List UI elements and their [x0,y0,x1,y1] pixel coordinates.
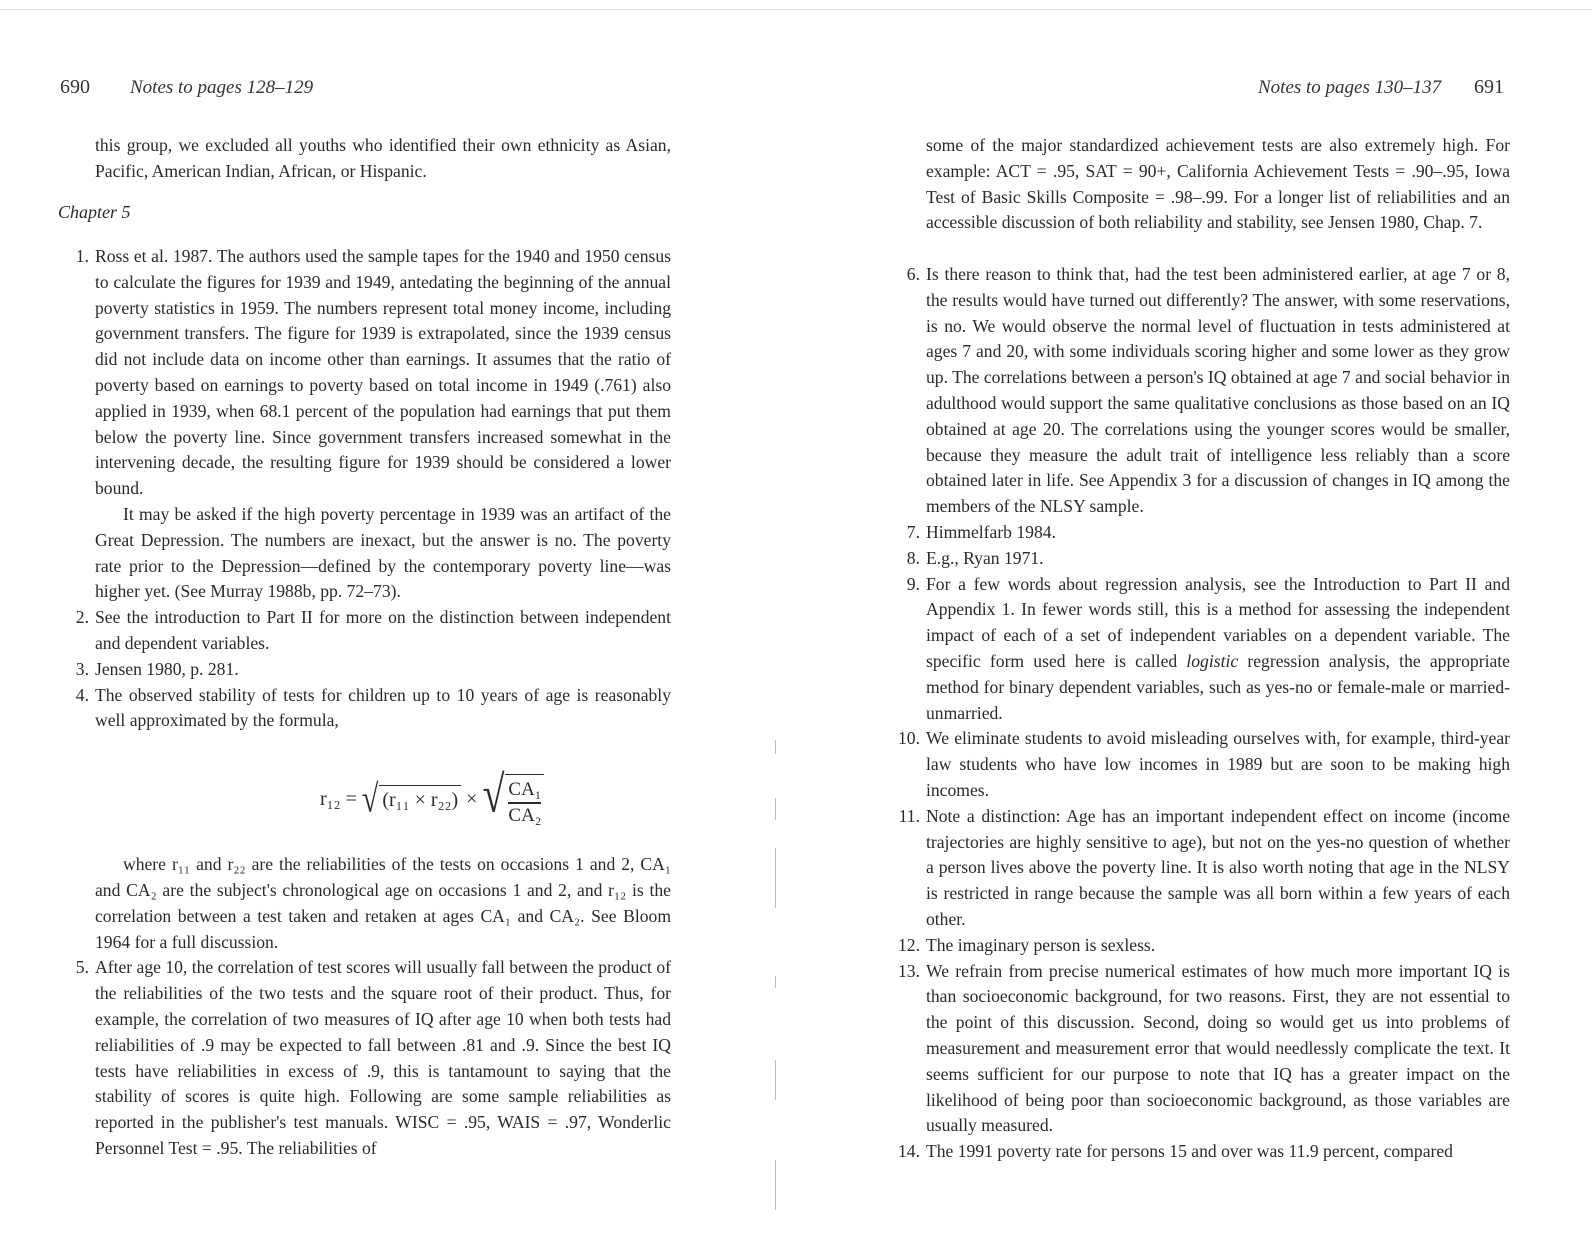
note-number: 13. [898,960,920,981]
note-text: regression analysis, the appropriate method for binary dependent variables, such as yes-no or female-male or married-unmarried. [926,650,1510,723]
note-number: 10. [898,728,920,749]
right-page [800,0,1592,1234]
chapter-title: Chapter 5 [58,202,131,222]
note-number: 1. [75,246,89,266]
note-number: 9. [906,573,920,594]
radicand: (r₁₁ × r₂₂) [379,785,461,815]
italic-term: logistic [1186,650,1239,671]
note-paragraph: The 1991 poverty rate for persons 15 and over was 11.9 percent, compared [926,1141,1453,1162]
note-item [63,657,671,683]
formula-equals: = [345,788,357,811]
note-item [894,546,1510,572]
notes-list [63,244,671,1162]
note-paragraph [926,572,1510,727]
note-number: 5. [75,957,89,978]
note-item [894,262,1510,520]
note-paragraph: Ross et al. 1987. The authors used the sample tapes for the 1940 and 1950 census to calculate the figures for 1939 and 1949, antedating the beginning of the annual poverty statistics in 1959. The numbers represent total money income, including government transfers. The figure for 1939 is extrapolated, since the 1939 census did not include data on income other than earnings. It assumes that the ratio of poverty based on earnings to poverty based on total income in 1949 (.761) also applied in 1939, when 68.1 percent of the population had earnings that put them below the poverty line. Since government transfers increased somewhat in the intervening decade, the resulting figure for 1939 should be considered a lower bound. [95,246,671,499]
radical-sign: √ [482,764,505,824]
note-paragraph: It may be asked if the high poverty percentage in 1939 was an artifact of the Great Depression. The numbers are inexact, but the answer is no. The poverty rate prior to the Depression—defined by the contemporary poverty line—was higher yet. (See Murray 1988b, pp. 72–73). [95,503,671,602]
note-number: 7. [906,521,920,542]
page-number: 691 [1474,76,1504,98]
stability-formula [320,764,544,827]
note-item [894,804,1510,933]
radicand [505,774,544,827]
note-paragraph: The imaginary person is sexless. [926,934,1156,955]
note-number: 11. [898,805,920,826]
note-item [63,244,671,605]
continuation-paragraph: some of the major standardized achievement tests are also extremely high. For example: ACT = .95, SAT = 90+, California Achievement Tests = .90–.95, Iowa Test of Basic Skills Composite = .98–.99. For a longer list of reliabilities and an accessible discussion of both reliability and stability, see Jensen 1980, Chap. 7. [926,135,1510,233]
note-paragraph: See the introduction to Part II for more on the distinction between independent and dependent variables. [95,607,671,653]
note-number: 8. [906,547,920,568]
fraction [508,779,541,827]
note-paragraph: Himmelfarb 1984. [926,521,1056,542]
note-item [63,605,671,657]
note-number: 12. [898,934,920,955]
note-number: 2. [75,607,89,628]
page-number: 690 [60,76,90,98]
note-paragraph: We eliminate students to avoid misleading ourselves with, for example, third-year law students who have low incomes in 1989 but are soon to be making high incomes. [926,728,1510,800]
note-paragraph: After age 10, the correlation of test scores will usually fall between the product of the reliabilities of the two tests and the square root of their product. Thus, for example, the correlation of two measures of IQ after age 10 when both tests had reliabilities of .9 may be expected to fall between .81 and .9. Since the best IQ tests have reliabilities in excess of .9, this is tantamount to saying that the stability of scores is quite high. Following are some sample reliabilities as reported in the publisher's test manuals. WISC = .95, WAIS = .97, Wonderlic Personnel Test = .95. The reliabilities of [95,957,671,1158]
notes-list [894,262,1510,1165]
note-item [894,572,1510,727]
note-paragraph: The observed stability of tests for children up to 10 years of age is reasonably well approximated by the formula, [95,684,671,731]
running-head: Notes to pages 128–129 [130,77,314,98]
note-item [894,959,1510,1140]
note-paragraph: Jensen 1980, p. 281. [95,658,239,679]
note-number: 3. [75,658,89,679]
formula-lhs: r₁₂ [320,788,341,811]
square-root [361,778,461,822]
running-head: Notes to pages 130–137 [1258,77,1442,98]
note-item [894,726,1510,803]
note-text: For a few words about regression analysis, see the Introduction to Part II and Appendix 1. In fewer words still, this is a method for assessing the independent impact of each of a set of independent variables on a dependent variable. The specific form used here is called [926,573,1510,671]
formula-times: × [466,788,478,811]
fraction-bar [508,802,541,804]
square-root [482,764,544,827]
note-paragraph: We refrain from precise numerical estimates of how much more important IQ is than socioeconomic background, for two reasons. First, they are not essential to the point of this discussion. Second, doing so would get us into problems of measurement and measurement error that would needlessly complicate the text. It seems sufficient for our purpose to note that IQ has a greater impact on the likelihood of being poor than socioeconomic background, as those variables are usually measured. [926,960,1510,1136]
formula-block [95,734,671,852]
radical-sign: √ [361,778,379,822]
note-number: 14. [898,1141,920,1162]
note-item [894,1139,1510,1165]
note-item [63,955,671,1161]
note-number: 4. [75,684,89,705]
note-paragraph: Is there reason to think that, had the test been administered earlier, at age 7 or 8, the results would have turned out differently? The answer, with some reservations, is no. We would observe the normal level of fluctuation in tests administered at ages 7 and 20, with some individuals scoring higher and some lower as they grow up. The correlations between a person's IQ obtained at age 7 and social behavior in adulthood would support the same qualitative conclusions as those based on an IQ obtained at age 20. The correlations using the younger scores would be smaller, because they measure the adult trait of intelligence less reliably than a score obtained later in life. See Appendix 3 for a discussion of changes in IQ among the members of the NLSY sample. [926,264,1510,517]
fraction-denominator: CA₂ [508,804,542,826]
note-item [63,683,671,956]
note-paragraph: Note a distinction: Age has an important independent effect on income (income trajectories are highly sensitive to age), but not on the yes-no question of whether a person lives above the poverty line. It is also worth noting that age in the NLSY is restricted in range because the sample was all born within a few years of each other. [926,805,1510,929]
intro-paragraph: this group, we excluded all youths who identified their own ethnicity as Asian, Pacific, American Indian, African, or Hispanic. [95,135,671,181]
left-page [0,0,780,1234]
note-paragraph: where r₁₁ and r₂₂ are the reliabilities of the tests on occasions 1 and 2, CA₁ and CA₂ are the subject's chronological age on occasions 1 and 2, and r₁₂ is the correlation between a test taken and retaken at ages CA₁ and CA₂. See Bloom 1964 for a full discussion. [95,854,671,952]
fraction-numerator: CA₁ [508,779,542,801]
note-number: 6. [906,264,920,284]
note-item [894,520,1510,546]
note-item [894,933,1510,959]
note-paragraph: E.g., Ryan 1971. [926,547,1044,568]
